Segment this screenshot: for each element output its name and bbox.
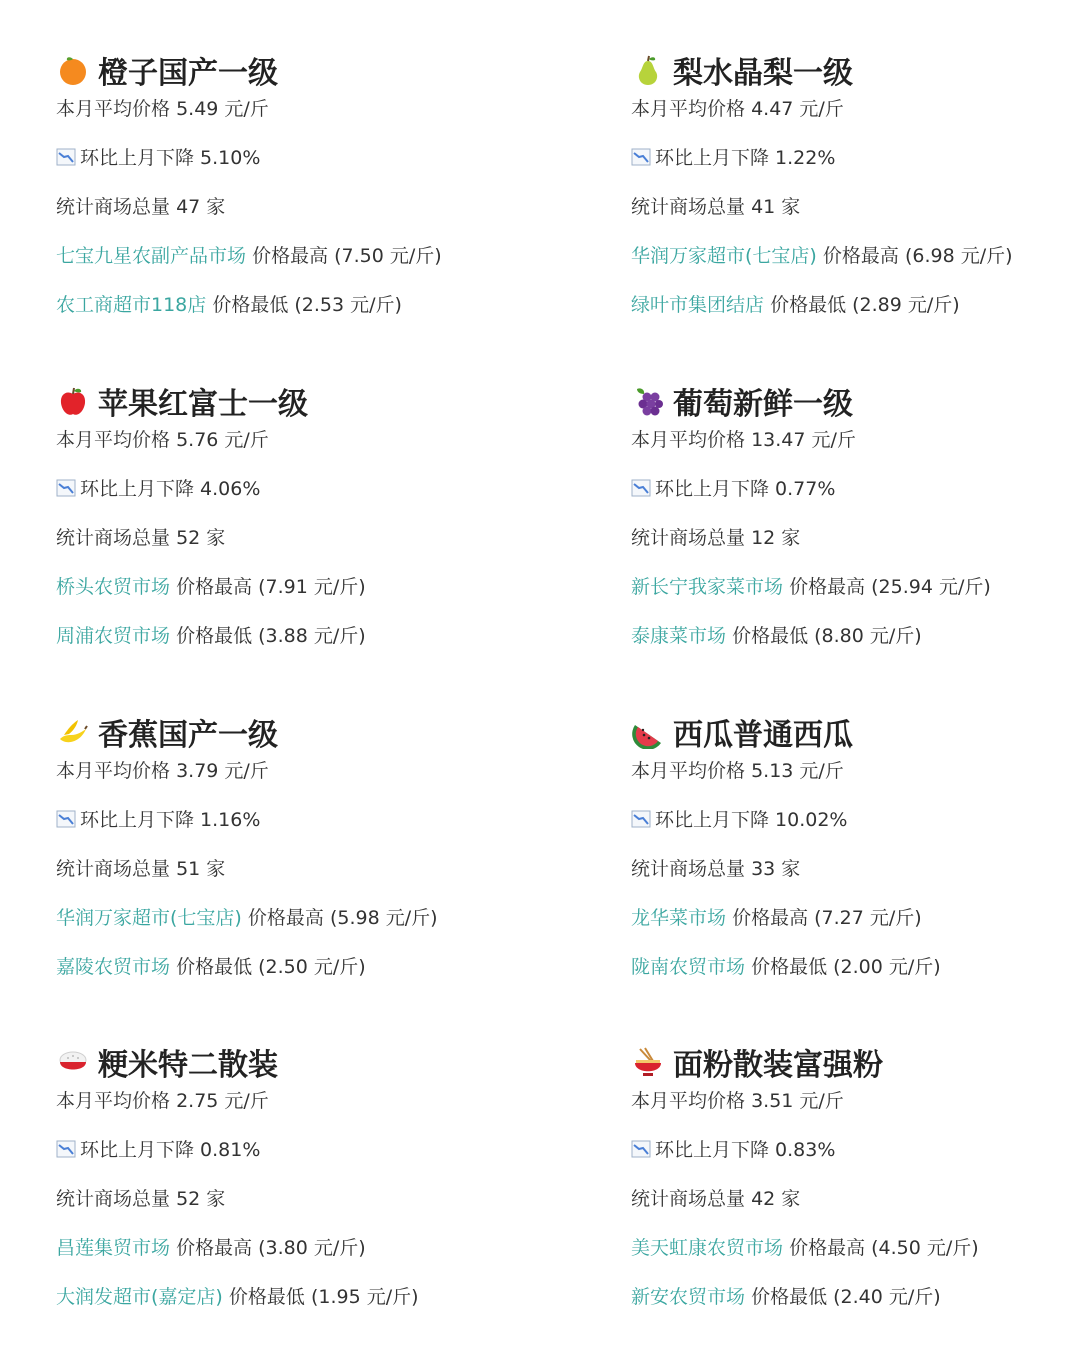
card-title bbox=[631, 50, 1080, 90]
highest-price-row: 龙华菜市场 价格最高 (7.27 元/斤) bbox=[631, 907, 922, 929]
card-title-text: 苹果红富士一级 bbox=[98, 387, 308, 422]
card-title-text: 面粉散装富强粉 bbox=[673, 1048, 883, 1083]
market-count: 统计商场总量 52 家 bbox=[56, 527, 226, 549]
chart-decreasing-icon bbox=[631, 1140, 651, 1158]
market-count: 统计商场总量 33 家 bbox=[631, 858, 801, 880]
highest-market-link[interactable]: 桥头农贸市场 bbox=[56, 576, 171, 598]
avg-price: 本月平均价格 3.51 元/斤 bbox=[631, 1090, 844, 1112]
highest-price-row: 新长宁我家菜市场 价格最高 (25.94 元/斤) bbox=[631, 576, 991, 598]
highest-market-link[interactable]: 龙华菜市场 bbox=[631, 907, 727, 929]
highest-market-link[interactable]: 昌莲集贸市场 bbox=[56, 1237, 171, 1259]
lowest-market-link[interactable]: 周浦农贸市场 bbox=[56, 625, 171, 647]
card-title-text: 橙子国产一级 bbox=[98, 56, 278, 91]
lowest-price-row: 大润发超市(嘉定店) 价格最低 (1.95 元/斤) bbox=[56, 1286, 419, 1308]
card-title-text: 梨水晶梨一级 bbox=[673, 56, 853, 91]
avg-price: 本月平均价格 4.47 元/斤 bbox=[631, 98, 844, 120]
card-title bbox=[631, 712, 1080, 752]
highest-price-row: 美天虹康农贸市场 价格最高 (4.50 元/斤) bbox=[631, 1237, 979, 1259]
market-count: 统计商场总量 42 家 bbox=[631, 1188, 801, 1210]
lowest-price-row: 泰康菜市场 价格最低 (8.80 元/斤) bbox=[631, 625, 922, 647]
orange-icon bbox=[56, 53, 90, 87]
avg-price: 本月平均价格 3.79 元/斤 bbox=[56, 760, 269, 782]
lowest-price-row: 绿叶市集团结店 价格最低 (2.89 元/斤) bbox=[631, 294, 960, 316]
highest-market-link[interactable]: 华润万家超市(七宝店) bbox=[56, 907, 242, 929]
card-title-text: 西瓜普通西瓜 bbox=[673, 718, 853, 753]
chart-decreasing-icon bbox=[631, 810, 651, 828]
chart-decreasing-icon bbox=[56, 1140, 76, 1158]
banana-icon bbox=[56, 715, 90, 749]
highest-price-row: 华润万家超市(七宝店) 价格最高 (6.98 元/斤) bbox=[631, 245, 1013, 267]
avg-price: 本月平均价格 5.13 元/斤 bbox=[631, 760, 844, 782]
highest-market-link[interactable]: 美天虹康农贸市场 bbox=[631, 1237, 784, 1259]
month-change: 环比上月下降 4.06% bbox=[56, 476, 260, 502]
card-title bbox=[56, 50, 556, 90]
avg-price: 本月平均价格 5.49 元/斤 bbox=[56, 98, 269, 120]
watermelon-icon bbox=[631, 715, 665, 749]
lowest-price-row: 周浦农贸市场 价格最低 (3.88 元/斤) bbox=[56, 625, 366, 647]
highest-market-link[interactable]: 华润万家超市(七宝店) bbox=[631, 245, 817, 267]
product-card bbox=[631, 381, 1080, 647]
lowest-market-link[interactable]: 农工商超市118店 bbox=[56, 294, 207, 316]
lowest-market-link[interactable]: 泰康菜市场 bbox=[631, 625, 727, 647]
grapes-icon bbox=[631, 384, 665, 418]
lowest-market-link[interactable]: 嘉陵农贸市场 bbox=[56, 956, 171, 978]
product-card bbox=[56, 1042, 556, 1308]
card-title-text: 香蕉国产一级 bbox=[98, 718, 278, 753]
market-count: 统计商场总量 52 家 bbox=[56, 1188, 226, 1210]
product-card bbox=[631, 712, 1080, 978]
chart-decreasing-icon bbox=[56, 810, 76, 828]
product-card bbox=[631, 1042, 1080, 1308]
card-title-text: 粳米特二散装 bbox=[98, 1048, 278, 1083]
chart-decreasing-icon bbox=[631, 148, 651, 166]
highest-price-row: 华润万家超市(七宝店) 价格最高 (5.98 元/斤) bbox=[56, 907, 438, 929]
lowest-price-row: 嘉陵农贸市场 价格最低 (2.50 元/斤) bbox=[56, 956, 366, 978]
month-change: 环比上月下降 0.77% bbox=[631, 476, 835, 502]
chart-decreasing-icon bbox=[56, 148, 76, 166]
product-card bbox=[631, 50, 1080, 316]
highest-price-row: 桥头农贸市场 价格最高 (7.91 元/斤) bbox=[56, 576, 366, 598]
market-count: 统计商场总量 47 家 bbox=[56, 196, 226, 218]
avg-price: 本月平均价格 2.75 元/斤 bbox=[56, 1090, 269, 1112]
lowest-price-row: 新安农贸市场 价格最低 (2.40 元/斤) bbox=[631, 1286, 941, 1308]
card-title bbox=[631, 1042, 1080, 1082]
rice-bowl-icon bbox=[56, 1045, 90, 1079]
market-count: 统计商场总量 12 家 bbox=[631, 527, 801, 549]
lowest-market-link[interactable]: 绿叶市集团结店 bbox=[631, 294, 765, 316]
avg-price: 本月平均价格 13.47 元/斤 bbox=[631, 429, 856, 451]
product-card bbox=[56, 712, 556, 978]
card-title bbox=[631, 381, 1080, 421]
month-change: 环比上月下降 1.22% bbox=[631, 145, 835, 171]
month-change: 环比上月下降 1.16% bbox=[56, 807, 260, 833]
month-change: 环比上月下降 10.02% bbox=[631, 807, 848, 833]
month-change: 环比上月下降 0.83% bbox=[631, 1137, 835, 1163]
chart-decreasing-icon bbox=[56, 479, 76, 497]
market-count: 统计商场总量 51 家 bbox=[56, 858, 226, 880]
highest-price-row: 七宝九星农副产品市场 价格最高 (7.50 元/斤) bbox=[56, 245, 442, 267]
product-card bbox=[56, 381, 556, 647]
apple-icon bbox=[56, 384, 90, 418]
lowest-market-link[interactable]: 陇南农贸市场 bbox=[631, 956, 746, 978]
lowest-market-link[interactable]: 新安农贸市场 bbox=[631, 1286, 746, 1308]
month-change: 环比上月下降 5.10% bbox=[56, 145, 260, 171]
highest-market-link[interactable]: 七宝九星农副产品市场 bbox=[56, 245, 247, 267]
card-title bbox=[56, 381, 556, 421]
pear-icon bbox=[631, 53, 665, 87]
product-card bbox=[56, 50, 556, 316]
avg-price: 本月平均价格 5.76 元/斤 bbox=[56, 429, 269, 451]
month-change: 环比上月下降 0.81% bbox=[56, 1137, 260, 1163]
card-title-text: 葡萄新鲜一级 bbox=[673, 387, 853, 422]
chart-decreasing-icon bbox=[631, 479, 651, 497]
market-count: 统计商场总量 41 家 bbox=[631, 196, 801, 218]
lowest-price-row: 农工商超市118店 价格最低 (2.53 元/斤) bbox=[56, 294, 402, 316]
noodle-bowl-icon bbox=[631, 1045, 665, 1079]
highest-price-row: 昌莲集贸市场 价格最高 (3.80 元/斤) bbox=[56, 1237, 366, 1259]
highest-market-link[interactable]: 新长宁我家菜市场 bbox=[631, 576, 784, 598]
card-title bbox=[56, 1042, 556, 1082]
lowest-price-row: 陇南农贸市场 价格最低 (2.00 元/斤) bbox=[631, 956, 941, 978]
card-title bbox=[56, 712, 556, 752]
lowest-market-link[interactable]: 大润发超市(嘉定店) bbox=[56, 1286, 223, 1308]
